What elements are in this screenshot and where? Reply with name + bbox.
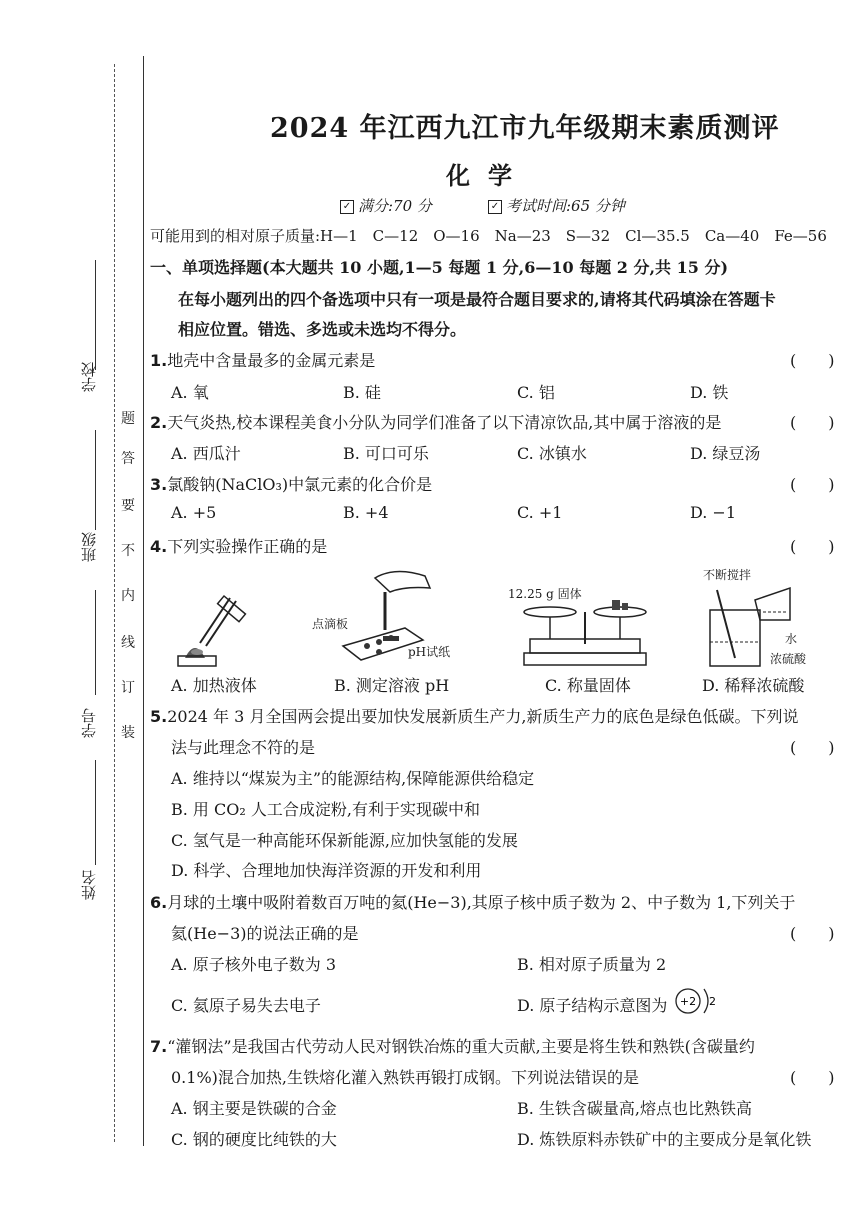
option-a[interactable]: A. 西瓜汁 <box>171 444 241 463</box>
solid-mass-label: 12.25 g 固体 <box>508 587 582 601</box>
class-label: 班级 <box>80 532 98 562</box>
option-d[interactable]: D. 炼铁原料赤铁矿中的主要成分是氧化铁 <box>517 1130 812 1149</box>
answer-paren: ( ) <box>790 1068 835 1087</box>
exam-time-text: 考试时间:65 分钟 <box>506 197 625 215</box>
option-c[interactable]: C. 称量固体 <box>545 676 631 695</box>
option-c[interactable]: C. +1 <box>517 503 563 522</box>
option-b[interactable]: B. 硅 <box>343 383 381 402</box>
option-c[interactable]: C. 氦原子易失去电子 <box>171 996 321 1015</box>
solid-border-line <box>143 56 144 1146</box>
question-4 <box>150 534 327 557</box>
question-number: 7. <box>150 1037 168 1056</box>
atom-structure-diagram <box>672 984 722 1018</box>
answer-paren: ( ) <box>790 537 835 556</box>
binding-margin <box>0 0 150 1226</box>
option-c[interactable]: C. 冰镇水 <box>517 444 587 463</box>
question-number: 3. <box>150 475 168 494</box>
check-box-icon: ✓ <box>488 200 502 214</box>
option-c[interactable]: C. 钢的硬度比纯铁的大 <box>171 1130 337 1149</box>
exam-title: 2024 年江西九江市九年级期末素质测评 <box>270 113 780 144</box>
option-b[interactable]: B. 测定溶液 pH <box>334 676 450 695</box>
nucleus-charge: +2 <box>679 995 697 1008</box>
option-c[interactable]: C. 铝 <box>517 383 555 402</box>
drip-plate-label: 点滴板 <box>312 617 349 631</box>
acid-label: 浓硫酸 <box>770 652 807 666</box>
student-id-write-line <box>95 590 96 695</box>
seal-char: 题 <box>121 411 135 427</box>
question-text-cont: 0.1%)混合加热,生铁熔化灌入熟铁再锻打成钢。下列说法错误的是 <box>171 1068 639 1087</box>
seal-char: 线 <box>121 635 135 651</box>
subject-title: 化学 <box>446 161 530 190</box>
class-write-line <box>95 430 96 530</box>
question-text: 地壳中含量最多的金属元素是 <box>167 351 376 370</box>
option-a[interactable]: A. 加热液体 <box>171 676 257 695</box>
option-b[interactable]: B. 相对原子质量为 2 <box>517 955 667 974</box>
question-number: 2. <box>150 413 168 432</box>
school-write-line <box>95 260 96 370</box>
water-label: 水 <box>785 632 798 646</box>
full-score <box>340 195 432 216</box>
question-number: 1. <box>150 351 168 370</box>
question-text: 氯酸钠(NaClO₃)中氯元素的化合价是 <box>167 475 433 494</box>
option-a[interactable]: A. 原子核外电子数为 3 <box>171 955 336 974</box>
question-text-cont: 氦(He−3)的说法正确的是 <box>171 924 359 943</box>
seal-char: 要 <box>121 498 135 514</box>
question-text: 2024 年 3 月全国两会提出要加快发展新质生产力,新质生产力的底色是绿色低碳。下列说 <box>167 707 799 726</box>
option-a[interactable]: A. 氧 <box>171 383 209 402</box>
option-d[interactable]: D. 科学、合理地加快海洋资源的开发和利用 <box>171 861 482 880</box>
question-text: 下列实验操作正确的是 <box>167 537 328 556</box>
question-number: 6. <box>150 893 168 912</box>
option-b[interactable]: B. +4 <box>343 503 389 522</box>
ph-paper-label: pH试纸 <box>408 645 451 659</box>
option-c[interactable]: C. 氢气是一种高能环保新能源,应加快氢能的发展 <box>171 831 518 850</box>
seal-char: 订 <box>121 680 135 696</box>
answer-paren: ( ) <box>790 351 835 370</box>
name-write-line <box>95 760 96 865</box>
option-a[interactable]: A. 钢主要是铁碳的合金 <box>171 1099 337 1118</box>
answer-paren: ( ) <box>790 924 835 943</box>
question-number: 4. <box>150 537 168 556</box>
option-a[interactable]: A. +5 <box>171 503 217 522</box>
question-number: 5. <box>150 707 168 726</box>
option-b[interactable]: B. 用 CO₂ 人工合成淀粉,有利于实现碳中和 <box>171 800 480 819</box>
full-score-text: 满分:70 分 <box>358 197 432 215</box>
option-d[interactable]: D. 铁 <box>690 383 729 402</box>
exam-time <box>488 195 625 216</box>
question-3 <box>150 472 432 495</box>
electron-count: 2 <box>709 995 716 1008</box>
seal-char: 装 <box>121 725 135 741</box>
stir-label: 不断搅拌 <box>703 568 752 582</box>
school-label: 学校 <box>80 362 98 392</box>
check-box-icon: ✓ <box>340 200 354 214</box>
option-b[interactable]: B. 可口可乐 <box>343 444 429 463</box>
heating-liquid-figure <box>170 588 260 670</box>
section-heading: 一、单项选择题(本大题共 10 小题,1—5 每题 1 分,6—10 每题 2 分,共 15 分) <box>150 258 729 277</box>
dashed-cut-line <box>114 64 115 1142</box>
option-b[interactable]: B. 生铁含碳量高,熔点也比熟铁高 <box>517 1099 753 1118</box>
question-text: 天气炎热,校本课程美食小分队为同学们准备了以下清凉饮品,其中属于溶液的是 <box>167 413 722 432</box>
question-6 <box>150 890 795 913</box>
option-d[interactable]: D. 原子结构示意图为 <box>517 996 668 1015</box>
question-text: “灌钢法”是我国古代劳动人民对钢铁冶炼的重大贡献,主要是将生铁和熟铁(含碳量约 <box>167 1037 755 1056</box>
option-d[interactable]: D. 稀释浓硫酸 <box>702 676 805 695</box>
question-5 <box>150 704 798 727</box>
seal-char: 内 <box>121 588 135 604</box>
section-instruction: 在每小题列出的四个备选项中只有一项是最符合题目要求的,请将其代码填涂在答题卡 <box>178 290 776 309</box>
option-d[interactable]: D. −1 <box>690 503 737 522</box>
question-text: 月球的土壤中吸附着数百万吨的氦(He−3),其原子核中质子数为 2、中子数为 1,下列关于 <box>167 893 796 912</box>
name-label: 姓名 <box>80 870 98 900</box>
answer-paren: ( ) <box>790 413 835 432</box>
question-1 <box>150 348 375 371</box>
section-instruction: 相应位置。错选、多选或未选均不得分。 <box>178 320 467 339</box>
option-a[interactable]: A. 维持以“煤炭为主”的能源结构,保障能源供给稳定 <box>171 769 535 788</box>
question-7 <box>150 1034 755 1057</box>
seal-char: 答 <box>121 451 135 467</box>
atomic-masses: 可能用到的相对原子质量:H—1 C—12 O—16 Na—23 S—32 Cl—35.5 Ca—40 Fe—56 <box>150 227 827 245</box>
balance-figure <box>520 594 650 670</box>
answer-paren: ( ) <box>790 738 835 757</box>
seal-char: 不 <box>121 543 135 559</box>
answer-paren: ( ) <box>790 475 835 494</box>
question-text-cont: 法与此理念不符的是 <box>171 738 316 757</box>
option-d[interactable]: D. 绿豆汤 <box>690 444 761 463</box>
student-id-label: 学号 <box>80 708 98 738</box>
question-2 <box>150 410 721 433</box>
